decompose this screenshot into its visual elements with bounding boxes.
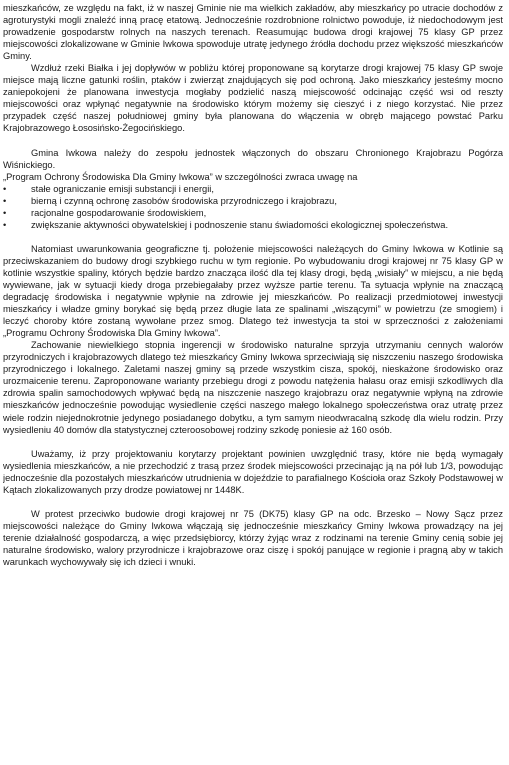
paragraph-agrotourism: mieszkańców, ze względu na fakt, iż w naszej Gminie nie ma wielkich zakładów, aby mieszkańcy po utracie dochodów z agroturystyki mogli znaleźć inną pracę etatową. Jednocześnie rozdrobnione rolnictwo powoduje, iż niedochodowym jest prowadzenie gospodarstw rolnych na naszych terenach. Reasumując budowa drogi krajowej 75 klasy GP przez miejscowości zlokalizowane w Gminie Iwkowa spowoduje utratę jedynego źródła dochodu przez większość mieszkańców Gminy. (3, 3, 503, 62)
bullet-icon: • (3, 219, 7, 230)
list-item-text: zwiększanie aktywności obywatelskiej i podnoszenie stanu świadomości ekologicznej społeczeństwa. (31, 219, 449, 230)
paragraph-bialka-river: Wzdłuż rzeki Białka i jej dopływów w pobliżu której proponowane są korytarze drogi krajowej 75 klasy GP swoje miejsce mają liczne gatunki roślin, ptaków i zwierząt znajdujących się pod ochroną. Jako mieszkańcy jesteśmy mocno zaniepokojeni że planowana inwestycja mogłaby podzielić naszą miejscowość odcinając część wsi od reszty miejscowości oraz wpłynąć negatywnie na środowisko którym możemy się cieszyć i z niego korzystać. Nie przez przypadek część naszej południowej gminy była planowana do włączenia w obręb mającego powstać Parku Krajobrazowego Łososińsko-Żegocińskiego. (3, 63, 503, 134)
list-item (3, 219, 503, 231)
paragraph-protest: W protest przeciwko budowie drogi krajowej nr 75 (DK75) klasy GP na odc. Brzesko – Nowy Sącz przez miejscowości należące do Gminy Iwkowa włączają się jednocześnie mieszkańcy Gminy Iwkowa prowadzący na jej terenie działalność gospodarczą, a więc przedsiębiorcy, którzy żyjąc wraz z rodzinami na terenie Gminy cenią sobie jej naturalne środowisko, walory przyrodnicze i krajobrazowe oraz ciszę i spokój panujące w regionie i pragną aby w takich warunkach wychowywały się ich dzieci i wnuki. (3, 508, 503, 567)
paragraph-geography: Natomiast uwarunkowania geograficzne tj. położenie miejscowości należących do Gminy Iwkowa w Kotlinie są przeciwskazaniem do budowy drogi szybkiego ruchu w tym regionie. Po wybudowaniu drogi krajowej nr 75 klasy GP w kotlinie wszystkie spaliny, których będzie bardzo znacząca ilość dla tej klasy drogi, będą „wisiały” w miejscu, a nie będą wywiewane, jak w sytuacji kiedy droga przebiegałaby przez wyższe partie terenu. Ta sytuacja wpłynie na znaczącą degradację środowiska i negatywnie wpłynie na zdrowie jej mieszkańców. Po realizacji przedmiotowej inwestycji mieszkańcy i władze gminy borykać się będą przez długie lata ze spalinami „wiszącymi” w powietrzu (ze smogiem) i leczyć choroby które zostaną wywołane przez smog. Dlatego też inwestycja ta stoi w sprzeczności z założeniami „Programu Ochrony Środowiska Dla Gminy Iwkowa”. (3, 243, 503, 339)
list-item-text: bierną i czynną ochronę zasobów środowiska przyrodniczego i krajobrazu, (31, 195, 337, 206)
list-item-text: racjonalne gospodarowanie środowiskiem, (31, 207, 207, 218)
paragraph-program-intro: „Program Ochrony Środowiska Dla Gminy Iwkowa” w szczególności zwraca uwagę na (3, 171, 358, 182)
bullet-icon: • (3, 207, 7, 218)
list-item (3, 207, 503, 219)
bullet-icon: • (3, 195, 7, 206)
list-item (3, 195, 503, 207)
paragraph-protected-landscape: Gmina Iwkowa należy do zespołu jednostek włączonych do obszaru Chronionego Krajobrazu Pogórza Wiśnickiego. (3, 147, 503, 170)
list-item (3, 183, 503, 195)
document-page (3, 2, 503, 763)
list-item-text: stałe ograniczanie emisji substancji i energii, (31, 183, 214, 194)
bullet-icon: • (3, 183, 7, 194)
paragraph-environment-preservation: Zachowanie niewielkiego stopnia ingerencji w środowisko naturalne sprzyja utrzymaniu cennych walorów przyrodniczych i krajobrazowych dlatego też mieszkańcy Gminy Iwkowa sprzeciwiają się niszczeniu naszego środowiska przyrodniczego i lokalnego. Zaletami naszej gminy są przede wszystkim cisza, spokój, nieskażone środowisko oraz urozmaicenie terenu. Zaproponowane warianty przebiegu drogi z powodu natężenia hałasu oraz emisji szkodliwych dla zdrowia spalin samochodowych wpływać będą na niszczenie naszego krajobrazu oraz negatywnie wpłyną na zdrowie mieszkańców jednocześnie powodując wysiedlenie części naszego małego lokalnego społeczeństwa oraz utratę przez wiele rodzin niejednokrotnie jedynego posiadanego dobytku, a tym samym nieodwracalną szkodę dla wielu rodzin. Przy wysiedleniu 40 domów dla statystycznej czteroosobowej rodziny szkodę poniesie aż 160 osób. (3, 340, 503, 435)
paragraph-corridor-design: Uważamy, iż przy projektowaniu korytarzy projektant powinien uwzględnić trasy, które nie będą wymagały wysiedlenia mieszkańców, a nie przechodzić z trasą przez środek miejscowości przecinając ją na pół lub 1/3, powodując jednocześnie dla pozostałych mieszkańców utrudnienia w dojeździe to parafialnego Kościoła oraz Szkoły Podstawowej w Kątach zlokalizowanych przy drodze powiatowej nr 1448K. (3, 448, 503, 495)
program-priorities-list (3, 183, 503, 231)
